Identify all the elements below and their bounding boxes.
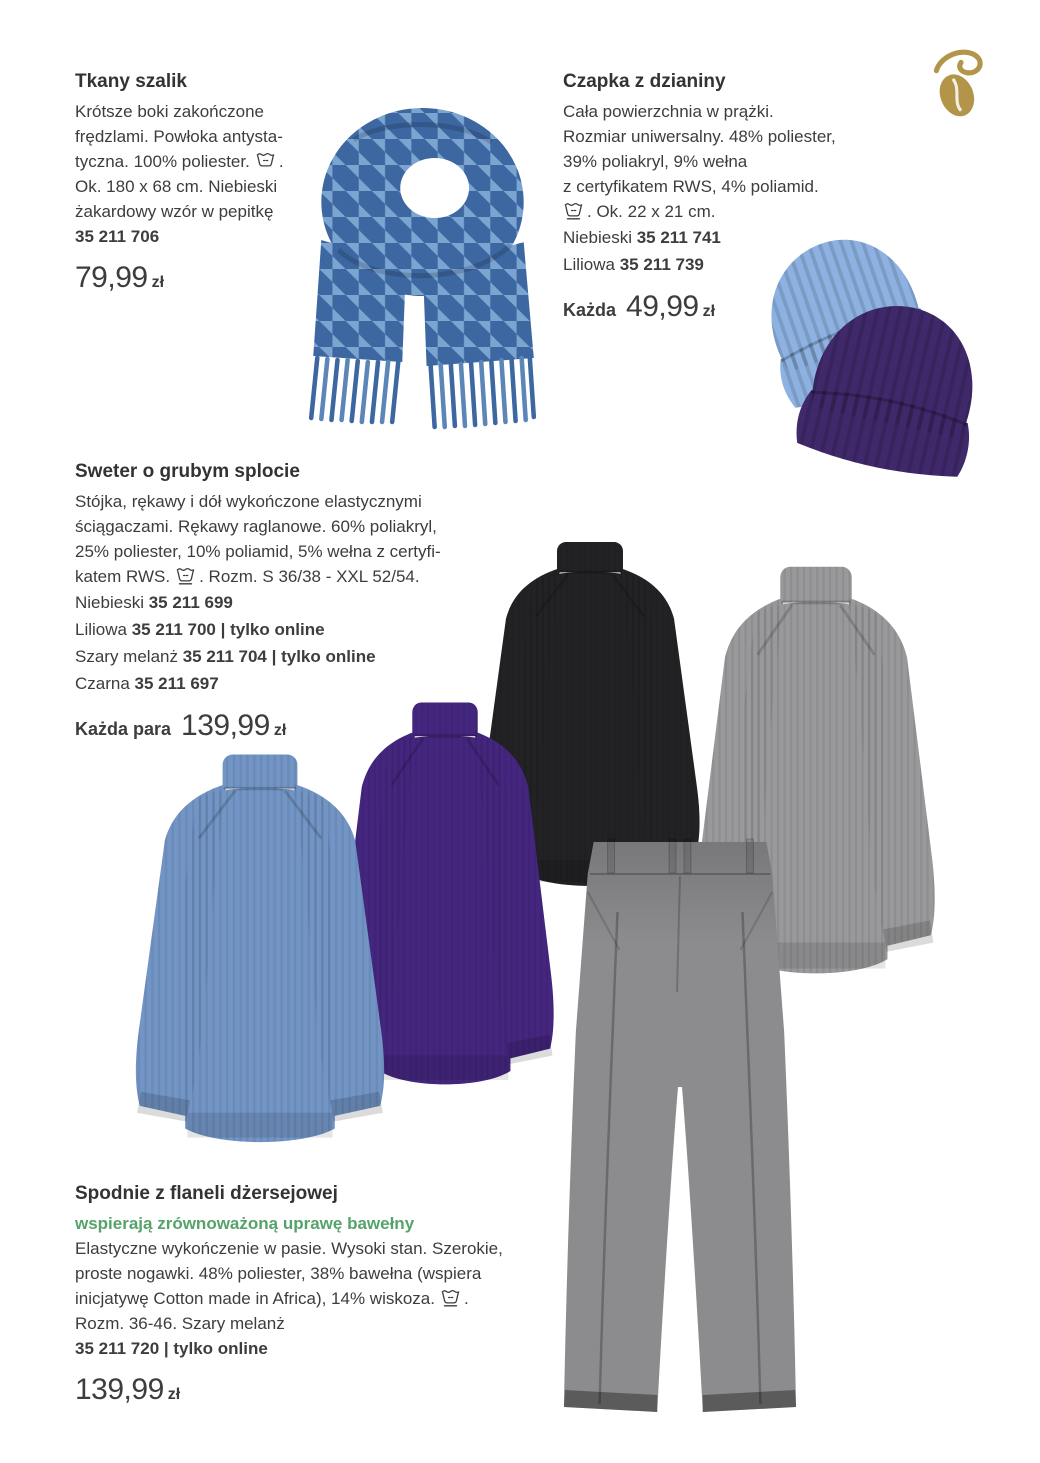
product-block-szalik xyxy=(75,70,311,295)
product-code-line xyxy=(75,1336,559,1361)
description-line xyxy=(563,199,883,224)
description-line: proste nogawki. 48% poliester, 38% bawełna (wspiera xyxy=(75,1264,482,1283)
description-line: Rozmiar uniwersalny. 48% poliester, xyxy=(563,127,836,146)
variant-line xyxy=(563,251,883,278)
online-only-label: | tylko online xyxy=(163,1339,268,1358)
product-code: 35 211 741 xyxy=(636,228,721,247)
price-currency: zł xyxy=(702,303,716,320)
product-block-spodnie xyxy=(75,1182,559,1407)
price-currency: zł xyxy=(167,1386,181,1403)
sustainability-line: wspierają zrównoważoną uprawę bawełny xyxy=(75,1214,415,1233)
price xyxy=(75,709,499,743)
product-code: 35 211 697 xyxy=(134,674,219,693)
description-line: Krótsze boki zakończone xyxy=(75,102,264,121)
product-code: 35 211 706 xyxy=(75,227,160,246)
price-prefix: Każda para xyxy=(75,719,172,739)
price-amount: 139,99 xyxy=(181,709,270,742)
description-line: 25% poliester, 10% poliamid, 5% wełna z certyfi- xyxy=(75,542,441,561)
price-amount: 139,99 xyxy=(75,1373,164,1406)
description-line: Rozm. 36-46. Szary melanż xyxy=(75,1314,285,1333)
scarf-image xyxy=(293,100,551,435)
variant-color: Liliowa xyxy=(75,620,127,639)
sweater-blue-image xyxy=(124,750,396,1158)
variant-color: Niebieski xyxy=(75,593,144,612)
product-code: 35 211 739 xyxy=(619,255,704,274)
machine-wash-icon xyxy=(255,151,276,170)
description-line: Stójka, rękawy i dół wykończone elastycznymi xyxy=(75,492,422,511)
price-amount: 49,99 xyxy=(626,290,699,323)
price xyxy=(75,1373,559,1407)
product-code: 35 211 699 xyxy=(148,593,233,612)
variant-color: Czarna xyxy=(75,674,130,693)
description-line xyxy=(75,149,311,174)
machine-wash-icon xyxy=(563,201,584,220)
description-line: frędzlami. Powłoka antysta- xyxy=(75,127,283,146)
description-line xyxy=(75,564,499,589)
coffee-bean-icon xyxy=(930,46,990,120)
description-line: Cała powierzchnia w prążki. xyxy=(563,102,774,121)
description-line: 39% poliakryl, 9% wełna xyxy=(563,152,748,171)
description-text: tyczna. 100% poliester. xyxy=(75,152,250,171)
description-line: żakardowy wzór w pepitkę xyxy=(75,202,274,221)
variant-line xyxy=(75,643,499,670)
variant-line xyxy=(75,589,499,616)
product-block-czapka xyxy=(563,70,883,324)
variant-line xyxy=(75,616,499,643)
variant-color: Liliowa xyxy=(563,255,615,274)
description-line: z certyfikatem RWS, 4% poliamid. xyxy=(563,177,819,196)
pants-image xyxy=(556,832,804,1432)
product-block-sweter xyxy=(75,460,499,743)
variant-line xyxy=(75,670,499,697)
description-text: . xyxy=(464,1289,469,1308)
online-only-label: | tylko online xyxy=(271,647,376,666)
brand-bean-logo xyxy=(930,46,990,120)
description-line xyxy=(75,1286,559,1311)
description-line: Elastyczne wykończenie w pasie. Wysoki stan. Szerokie, xyxy=(75,1239,503,1258)
online-only-label: | tylko online xyxy=(220,620,325,639)
price-currency: zł xyxy=(151,274,165,291)
product-title: Sweter o grubym splocie xyxy=(75,461,300,482)
variant-color: Niebieski xyxy=(563,228,632,247)
variant-line xyxy=(563,224,883,251)
price-amount: 79,99 xyxy=(75,261,148,294)
product-title: Spodnie z flaneli dżersejowej xyxy=(75,1183,338,1204)
product-code: 35 211 720 xyxy=(75,1339,160,1358)
description-text: . xyxy=(278,152,284,171)
price-currency: zł xyxy=(273,722,287,739)
description-text: katem RWS. xyxy=(75,567,171,586)
product-code: 35 211 704 xyxy=(182,647,267,666)
variant-color: Szary melanż xyxy=(75,647,178,666)
price xyxy=(563,290,883,324)
description-line: Ok. 180 x 68 cm. Niebieski xyxy=(75,177,278,196)
price xyxy=(75,261,311,295)
description-line: ściągaczami. Rękawy raglanowe. 60% poliakryl, xyxy=(75,517,437,536)
machine-wash-icon xyxy=(440,1288,461,1307)
machine-wash-icon xyxy=(175,566,196,585)
product-code: 35 211 700 xyxy=(131,620,216,639)
product-title: Tkany szalik xyxy=(75,71,187,92)
description-text: . Ok. 22 x 21 cm. xyxy=(587,202,716,221)
price-prefix: Każda xyxy=(563,300,617,320)
product-title: Czapka z dzianiny xyxy=(563,71,726,92)
description-text: inicjatywę Cotton made in Africa), 14% wiskoza. xyxy=(75,1289,435,1308)
description-text: . Rozm. S 36/38 - XXL 52/54. xyxy=(199,567,420,586)
